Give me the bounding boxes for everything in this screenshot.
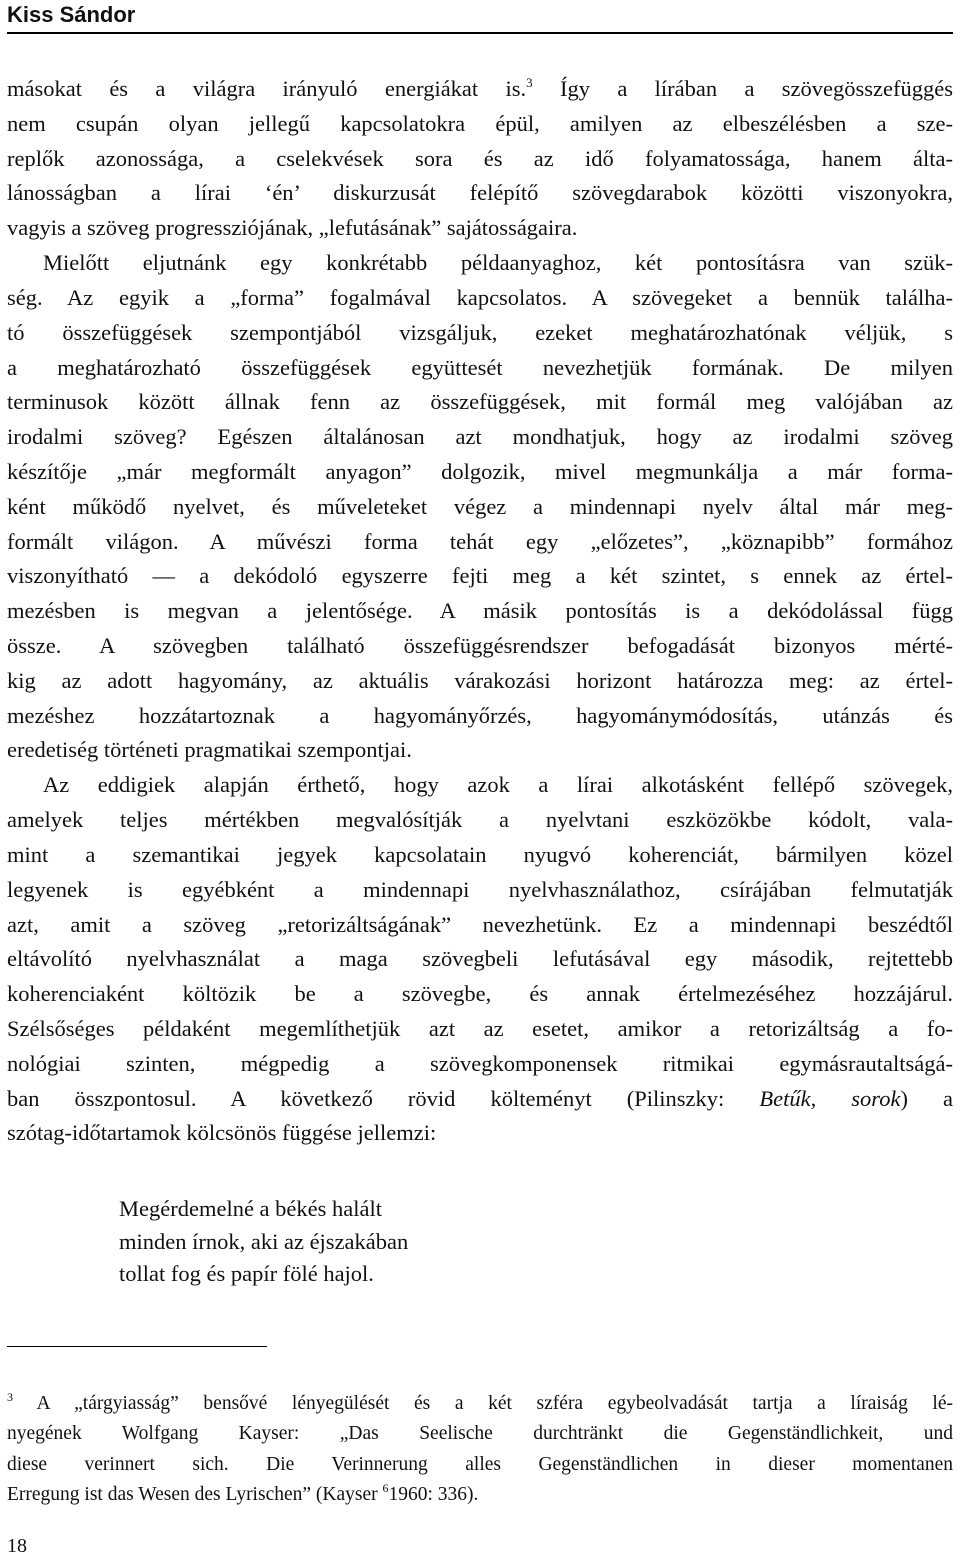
document-page bbox=[7, 0, 953, 1563]
text-line: mint a szemantikai jegyek kapcsolatain nyugvó koherenciát, bármilyen közel bbox=[7, 841, 953, 867]
poem-line: Megérdemelné a békés halált bbox=[119, 1196, 383, 1221]
text-line: azt, amit a szöveg „retorizáltságának” nevezhetünk. Ez a mindennapi beszédtől bbox=[7, 911, 953, 937]
quoted-poem bbox=[119, 1193, 408, 1291]
body-text bbox=[7, 72, 953, 1151]
text-line: a meghatározható összefüggések együttesét nevezhetjük formának. De milyen bbox=[7, 354, 953, 380]
text-line: tó összefüggések szempontjából vizsgáljuk, ezeket meghatározhatónak véljük, s bbox=[7, 319, 953, 345]
paragraph bbox=[7, 768, 953, 1151]
footnote-line: nyegének Wolfgang Kayser: „Das Seelische durchtränkt die Gegenständlichkeit, und bbox=[7, 1423, 953, 1445]
paragraph bbox=[7, 246, 953, 768]
text-line: ség. Az egyik a „forma” fogalmával kapcsolatos. A szövegeket a bennük találha- bbox=[7, 284, 953, 310]
text-line: eredetiség történeti pragmatikai szempontjai. bbox=[7, 737, 412, 763]
text-line: viszonyítható — a dekódoló egyszerre fejti meg a két szintet, s ennek az értel- bbox=[7, 563, 953, 589]
text-line: ban összpontosul. A következő rövid költeményt (Pilinszky: Betűk, sorok) a bbox=[7, 1085, 954, 1111]
text-line: legyenek is egyébként a mindennapi nyelvhasználathoz, csírájában felmutatják bbox=[7, 876, 953, 902]
text-line: szótag-időtartamok kölcsönös függése jellemzi: bbox=[7, 1120, 437, 1146]
running-title: Kiss Sándor bbox=[7, 2, 136, 27]
text-line: amelyek teljes mértékben megvalósítják a nyelvtani eszközökbe kódolt, vala- bbox=[7, 807, 953, 833]
running-header bbox=[7, 0, 953, 34]
text-line: Az eddigiek alapján érthető, hogy azok a lírai alkotásként fellépő szövegek, bbox=[43, 772, 953, 798]
footnote-divider bbox=[7, 1346, 267, 1347]
text-line: vagyis a szöveg progressziójának, „lefutásának” sajátosságaira. bbox=[7, 215, 578, 241]
text-line: terminusok között állnak fenn az összefüggések, mit formál meg valójában az bbox=[7, 389, 953, 415]
text-line: formált világon. A művészi forma tehát egy „előzetes”, „köznapibb” formához bbox=[7, 528, 953, 554]
text-line: replők azonossága, a cselekvések sora és az idő folyamatossága, hanem álta- bbox=[7, 145, 953, 171]
text-line: készítője „már megformált anyagon” dolgozik, mivel megmunkálja a már forma- bbox=[7, 458, 953, 484]
text-line: koherenciaként költözik be a szövegbe, és annak értelmezéséhez hozzájárul. bbox=[7, 981, 953, 1007]
text-line: eltávolító nyelvhasználat a maga szövegbeli lefutásával egy második, rejtettebb bbox=[7, 946, 953, 972]
text-line: Mielőtt eljutnánk egy konkrétabb példaanyaghoz, két pontosításra van szük- bbox=[43, 250, 953, 276]
text-line: kig az adott hagyomány, az aktuális várakozási horizont határozza meg: az értel- bbox=[7, 667, 953, 693]
footnote-line: $^3$ A „tárgyiasság” bensővé lényegülését és a két szféra egybeolvadását tartja a líraiság lé- bbox=[7, 1390, 953, 1414]
paragraph bbox=[7, 72, 953, 246]
text-line: ként működő nyelvet, és műveleteket végez a mindennapi nyelv által már meg- bbox=[7, 493, 953, 519]
page-number: 18 bbox=[7, 1535, 27, 1557]
footnote bbox=[7, 1389, 953, 1510]
footnote-reference[interactable]: 3 bbox=[526, 75, 533, 90]
text-line: másokat és a világra irányuló energiákat is.$^3$ Így a lírában a szövegösszefüggés bbox=[7, 75, 953, 101]
footnote-line: diese verinnert sich. Die Verinnerung alles Gegenständlichen in dieser momentanen bbox=[7, 1453, 953, 1475]
text-line: mezéshez hozzátartoznak a hagyományőrzés, hagyománymódosítás, utánzás és bbox=[7, 702, 953, 728]
footnote-marker: 3 bbox=[7, 1390, 13, 1404]
poem-title: Betűk, sorok bbox=[759, 1085, 901, 1111]
text-line: irodalmi szöveg? Egészen általánosan azt mondhatjuk, hogy az irodalmi szöveg bbox=[7, 424, 953, 450]
edition-superscript: 6 bbox=[382, 1480, 389, 1495]
text-line: lánosságban a lírai ‘én’ diskurzusát felépítő szövegdarabok közötti viszonyokra, bbox=[7, 180, 953, 206]
text-line: össze. A szövegben található összefüggésrendszer befogadását bizonyos mérté- bbox=[7, 633, 953, 658]
text-line: nológiai szinten, mégpedig a szövegkomponensek ritmikai egymásrautaltságá- bbox=[7, 1050, 953, 1076]
footnote-line: Erregung ist das Wesen des Lyrischen” (Kayser $^6$1960: 336). bbox=[7, 1480, 479, 1505]
poem-line: tollat fog és papír fölé hajol. bbox=[119, 1261, 374, 1286]
text-line: nem csupán olyan jellegű kapcsolatokra épül, amilyen az elbeszélésben a sze- bbox=[7, 110, 953, 136]
text-line: mezésben is megvan a jelentősége. A másik pontosítás is a dekódolással függ bbox=[7, 598, 953, 624]
poem-line: minden írnok, aki az éjszakában bbox=[119, 1228, 409, 1254]
text-line: Szélsőséges példaként megemlíthetjük azt az esetet, amikor a retorizáltság a fo- bbox=[7, 1015, 953, 1041]
